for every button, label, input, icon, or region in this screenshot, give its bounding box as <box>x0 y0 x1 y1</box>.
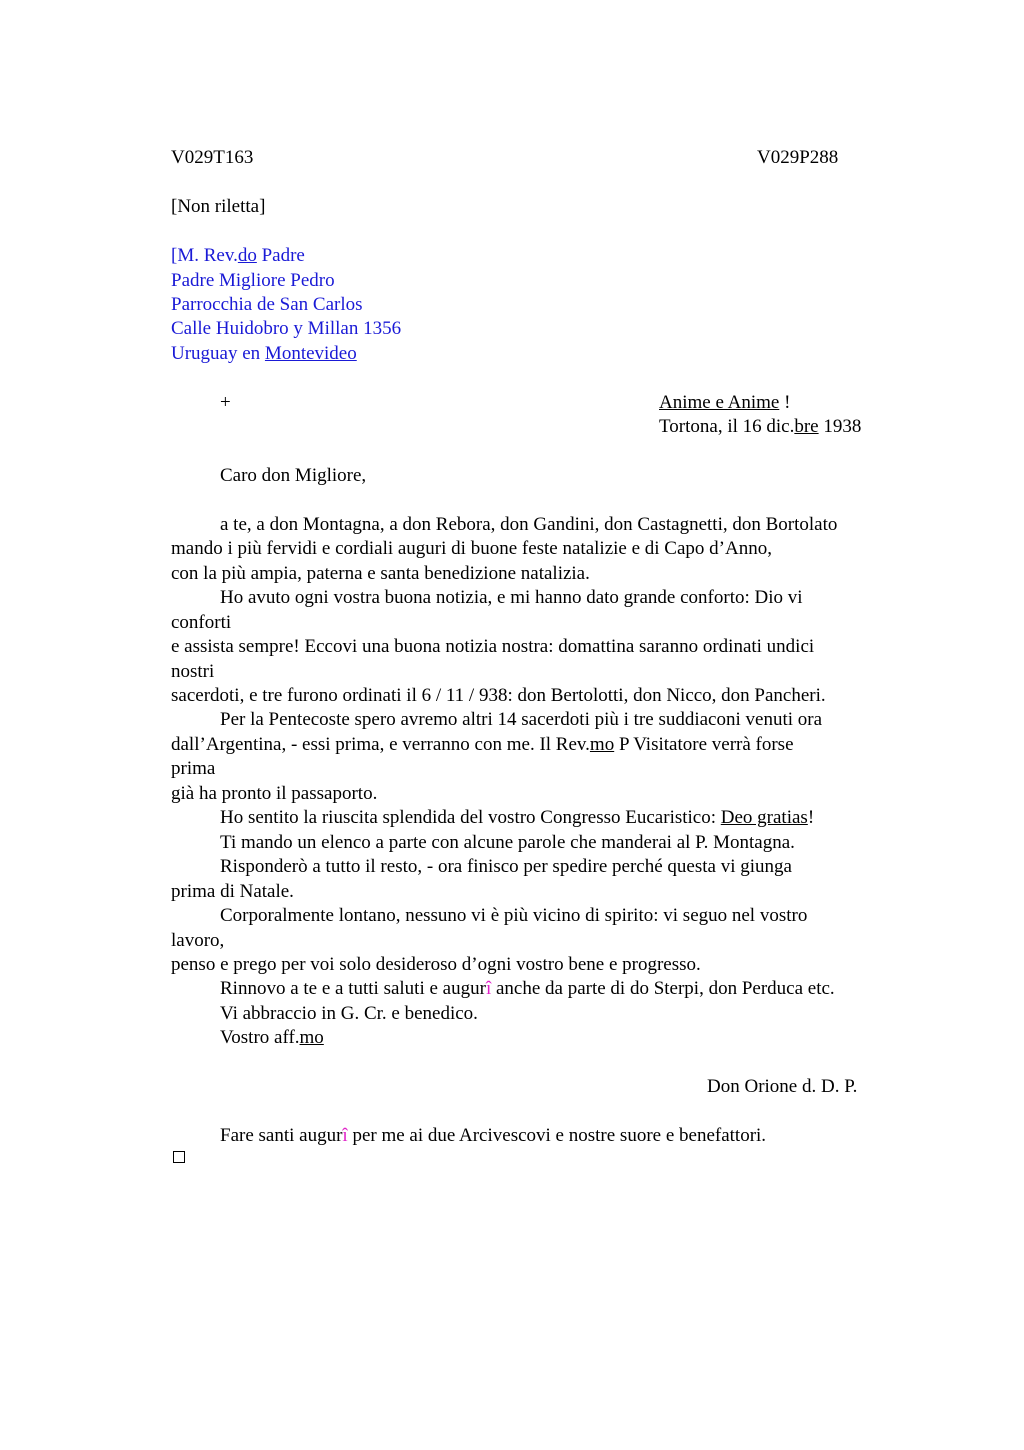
body-line: già ha pronto il passaporto. <box>171 783 378 804</box>
date-prefix: Tortona, il 16 dic. <box>659 416 795 437</box>
postscript-text: Fare santi augur <box>220 1125 343 1146</box>
abbrev-superscript: mo <box>299 1027 324 1048</box>
body-line: penso e prego per voi solo desideroso d’ogni vostro bene e progresso. <box>171 954 701 975</box>
body-text: anche da parte di do Sterpi, don Perduca etc. <box>491 978 835 999</box>
highlighted-character: î <box>342 1125 348 1146</box>
body-line: Ho avuto ogni vostra buona notizia, e mi hanno dato grande conforto: Dio vi <box>220 587 803 608</box>
body-line: Risponderò a tutto il resto, - ora finisco per spedire perché questa vi giunga <box>220 856 792 877</box>
date-year: 1938 <box>818 416 862 437</box>
body-text: ! <box>807 807 815 828</box>
motto-text: Anime e Anime <box>659 392 780 413</box>
latin-phrase: Deo gratias <box>720 807 808 828</box>
body-line: prima di Natale. <box>171 881 294 902</box>
address-line-2: Padre Migliore Pedro <box>171 270 335 291</box>
body-line: Vi abbraccio in G. Cr. e benedico. <box>220 1003 478 1024</box>
date-month-abbrev: bre <box>794 416 819 437</box>
address-city: Montevideo <box>264 343 357 364</box>
document-code-right: V029P288 <box>757 147 839 168</box>
body-line: mando i più fervidi e cordiali auguri di buone feste natalizie e di Capo d’Anno, <box>171 538 772 559</box>
abbrev-superscript: mo <box>589 734 615 755</box>
body-line: prima <box>171 758 216 779</box>
letter-date <box>659 415 861 439</box>
signature: Don Orione d. D. P. <box>707 1076 858 1097</box>
highlighted-character: î <box>485 978 492 999</box>
body-text: Rinnovo a te e a tutti saluti e augur <box>220 978 486 999</box>
address-title: [M. Rev. <box>171 245 238 266</box>
body-text: Ho sentito la riuscita splendida del vostro Congresso Eucaristico: <box>220 807 721 828</box>
closing-text: Vostro aff. <box>220 1027 300 1048</box>
body-line: Per la Pentecoste spero avremo altri 14 sacerdoti più i tre suddiaconi venuti ora <box>220 709 823 730</box>
body-line: lavoro, <box>171 930 225 951</box>
body-text: dall’Argentina, - essi prima, e verranno con me. Il Rev. <box>171 734 590 755</box>
body-line: Ti mando un elenco a parte con alcune parole che manderai al P. Montagna. <box>220 832 795 853</box>
motto <box>659 391 790 415</box>
end-marker-box-icon <box>173 1151 185 1163</box>
closing-line <box>220 1026 324 1050</box>
postscript <box>220 1124 766 1148</box>
address-country: Uruguay en <box>171 343 265 364</box>
address-line-1 <box>171 244 305 268</box>
body-line: e assista sempre! Eccovi una buona notizia nostra: domattina saranno ordinati undici <box>171 636 815 657</box>
body-line: nostri <box>171 661 215 682</box>
address-title-abbrev: do <box>237 245 257 266</box>
body-line: conforti <box>171 612 232 633</box>
cross-symbol: + <box>220 392 231 413</box>
address-title-rest: Padre <box>256 245 305 266</box>
body-line <box>171 733 794 757</box>
review-status: [Non riletta] <box>171 196 266 217</box>
address-line-5 <box>171 342 357 366</box>
document-code-left: V029T163 <box>171 147 254 168</box>
body-line: Corporalmente lontano, nessuno vi è più vicino di spirito: vi seguo nel vostro <box>220 905 808 926</box>
body-line: con la più ampia, paterna e santa benedizione natalizia. <box>171 563 590 584</box>
body-line: a te, a don Montagna, a don Rebora, don Gandini, don Castagnetti, don Bortolato <box>220 514 838 535</box>
motto-suffix: ! <box>779 392 791 413</box>
body-line <box>220 977 835 1001</box>
address-line-4: Calle Huidobro y Millan 1356 <box>171 318 402 339</box>
address-line-3: Parrocchia de San Carlos <box>171 294 363 315</box>
body-line: sacerdoti, e tre furono ordinati il 6 / 11 / 938: don Bertolotti, don Nicco, don Pancheri. <box>171 685 826 706</box>
body-text: P Visitatore verrà forse <box>614 734 794 755</box>
salutation: Caro don Migliore, <box>220 465 367 486</box>
postscript-text: per me ai due Arcivescovi e nostre suore e benefattori. <box>347 1125 767 1146</box>
body-line <box>220 806 814 830</box>
